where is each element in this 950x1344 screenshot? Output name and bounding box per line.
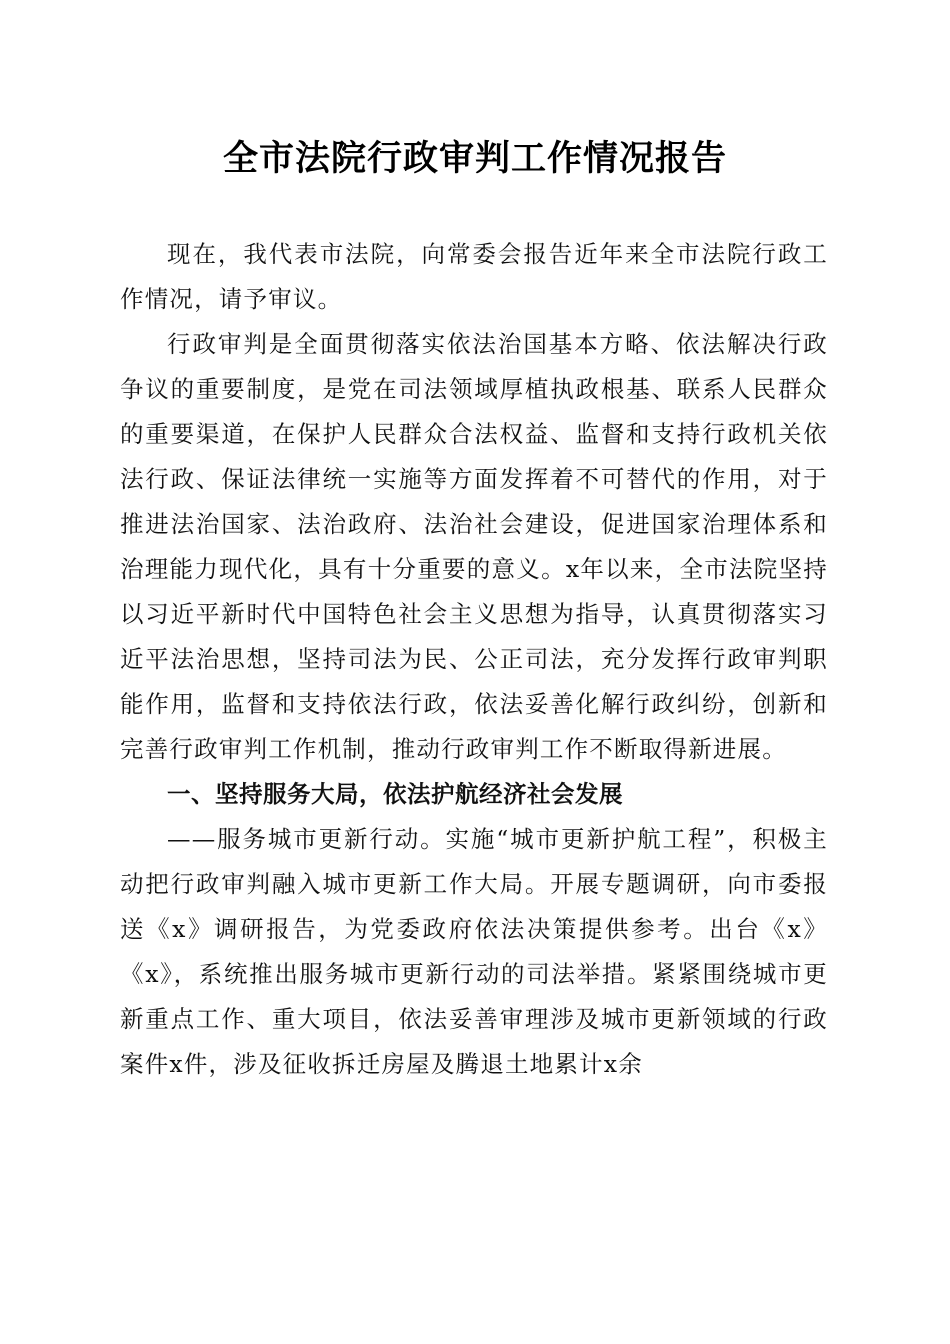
section-heading: 一、坚持服务大局，依法护航经济社会发展 [167,780,623,808]
document-title: 全市法院行政审判工作情况报告 [222,138,727,179]
intro-paragraph: 现在，我代表市法院，向常委会报告近年来全市法院行政工作情况，请予审议。 [120,240,828,313]
overview-paragraph: 行政审判是全面贯彻落实依法治国基本方略、依法解决行政争议的重要制度，是党在司法领域厚植执政根基、联系人民群众的重要渠道，在保护人民群众合法权益、监督和支持行政机关依法行政、保证法律统一实施等方面发挥着不可替代的作用，对于推进法治国家、法治政府、法治社会建设，促进国家治理体系和治理能力现代化，具有十分重要的意义。x年以来，全市法院坚持以习近平新时代中国特色社会主义思想为指导，认真贯彻落实习近平法治思想，坚持司法为民、公正司法，充分发挥行政审判职能作用，监督和支持依法行政，依法妥善化解行政纠纷，创新和完善行政审判工作机制，推动行政审判工作不断取得新进展。 [120,330,828,763]
document-body [120,232,828,1087]
section-paragraph: ——服务城市更新行动。实施“城市更新护航工程”，积极主动把行政审判融入城市更新工作大局。开展专题调研，向市委报送《x》调研报告，为党委政府依法决策提供参考。出台《x》《x》，系统推出服务城市更新行动的司法举措。紧紧围绕城市更新重点工作、重大项目，依法妥善审理涉及城市更新领域的行政案件x件，涉及征收拆迁房屋及腾退土地累计x余 [120,825,828,1078]
